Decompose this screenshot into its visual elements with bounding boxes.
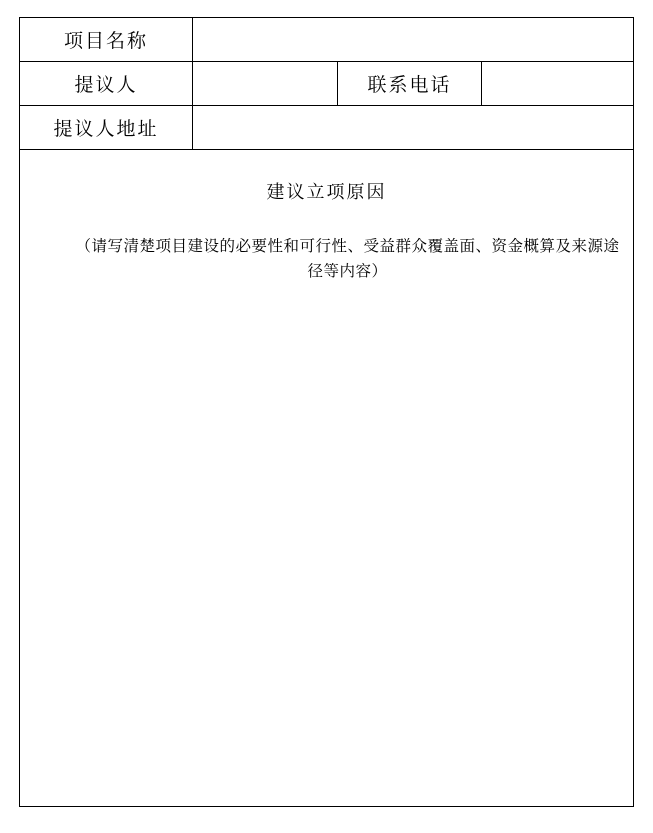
project-name-label: 项目名称 [20, 18, 193, 61]
address-label: 提议人地址 [20, 106, 193, 149]
project-name-field[interactable] [193, 18, 633, 61]
project-name-row [20, 18, 633, 62]
reason-text-area[interactable] [20, 290, 633, 806]
proposer-field[interactable] [193, 62, 338, 105]
address-field[interactable] [193, 106, 633, 149]
address-row [20, 106, 633, 150]
reason-title: 建议立项原因 [266, 182, 387, 203]
proposal-form [19, 17, 634, 807]
reason-section [20, 150, 633, 806]
reason-instructions: （请写清楚项目建设的必要性和可行性、受益群众覆盖面、资金概算及来源途径等内容） [75, 237, 620, 280]
proposer-row [20, 62, 633, 106]
proposer-label: 提议人 [20, 62, 193, 105]
phone-field[interactable] [482, 62, 633, 105]
phone-label: 联系电话 [338, 62, 482, 105]
